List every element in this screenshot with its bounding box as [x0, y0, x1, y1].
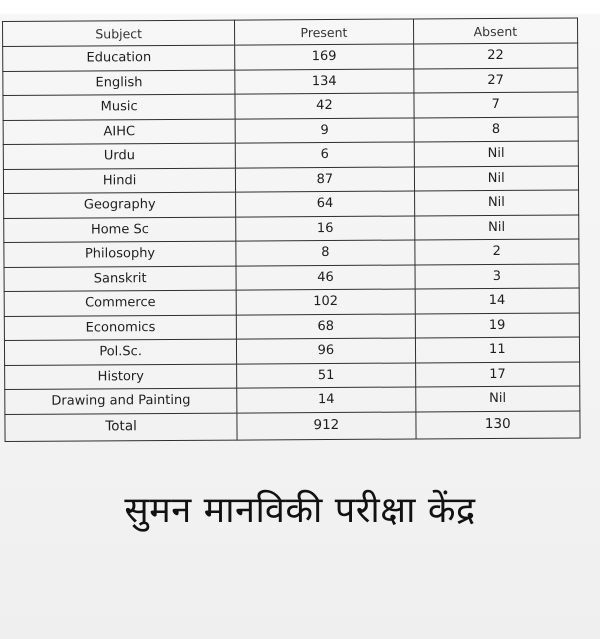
header-absent: Absent [413, 18, 578, 44]
table-row [3, 116, 578, 144]
cell-present: 169 [235, 44, 414, 70]
table-row [3, 141, 578, 169]
cell-present: 102 [236, 289, 415, 315]
cell-absent: 14 [415, 288, 580, 314]
sheet-edge [0, 0, 600, 14]
total-present: 912 [237, 411, 416, 439]
total-row [5, 410, 580, 441]
cell-present: 96 [237, 338, 416, 364]
cell-present: 87 [236, 166, 415, 192]
cell-subject: Commerce [4, 290, 236, 316]
header-row [3, 18, 578, 47]
header-subject: Subject [3, 20, 235, 46]
cell-present: 14 [237, 387, 416, 413]
table-row [5, 361, 580, 389]
table-row [4, 263, 579, 291]
cell-absent: Nil [414, 214, 579, 240]
cell-absent: 2 [414, 239, 579, 265]
attendance-table [2, 17, 581, 441]
cell-subject: AIHC [3, 119, 235, 145]
cell-absent: Nil [414, 190, 579, 216]
cell-absent: Nil [414, 141, 579, 167]
table-row [4, 214, 579, 242]
cell-absent: 8 [414, 116, 579, 142]
cell-present: 51 [237, 362, 416, 388]
table-row [4, 190, 579, 218]
cell-subject: Pol.Sc. [4, 339, 236, 365]
table-row [3, 92, 578, 120]
cell-absent: 3 [415, 263, 580, 289]
cell-present: 64 [236, 191, 415, 217]
table-row [3, 43, 578, 71]
cell-present: 134 [235, 68, 414, 94]
cell-absent: 17 [415, 361, 580, 387]
cell-absent: 7 [414, 92, 579, 118]
total-absent: 130 [415, 410, 580, 438]
table-row [5, 386, 580, 414]
cell-subject: Sanskrit [4, 266, 236, 292]
cell-subject: Economics [4, 315, 236, 341]
cell-subject: Philosophy [4, 241, 236, 267]
table-row [4, 312, 579, 340]
cell-subject: Hindi [3, 168, 235, 194]
exam-centre-title: सुमन मानविकी परीक्षा केंद्र [124, 490, 476, 531]
cell-absent: Nil [415, 386, 580, 412]
table-body [3, 43, 580, 441]
cell-present: 46 [236, 264, 415, 290]
table-row [3, 165, 578, 193]
cell-subject: History [5, 364, 237, 390]
table-row [4, 337, 579, 365]
cell-present: 68 [237, 313, 416, 339]
table-row [4, 288, 579, 316]
cell-subject: Home Sc [4, 217, 236, 243]
cell-absent: Nil [414, 165, 579, 191]
cell-subject: Geography [4, 192, 236, 218]
cell-subject: English [3, 70, 235, 96]
cell-present: 16 [236, 215, 415, 241]
cell-present: 42 [235, 93, 414, 119]
cell-subject: Music [3, 94, 235, 120]
cell-present: 6 [235, 142, 414, 168]
table-row [3, 67, 578, 95]
cell-subject: Education [3, 45, 235, 71]
cell-absent: 19 [415, 312, 580, 338]
cell-subject: Urdu [3, 143, 235, 169]
cell-present: 8 [236, 240, 415, 266]
table-row [4, 239, 579, 267]
cell-absent: 27 [413, 67, 578, 93]
total-label: Total [5, 413, 237, 441]
cell-subject: Drawing and Painting [5, 388, 237, 414]
cell-present: 9 [235, 117, 414, 143]
header-present: Present [235, 19, 414, 45]
cell-absent: 22 [413, 43, 578, 69]
table-header [3, 18, 578, 47]
cell-absent: 11 [415, 337, 580, 363]
